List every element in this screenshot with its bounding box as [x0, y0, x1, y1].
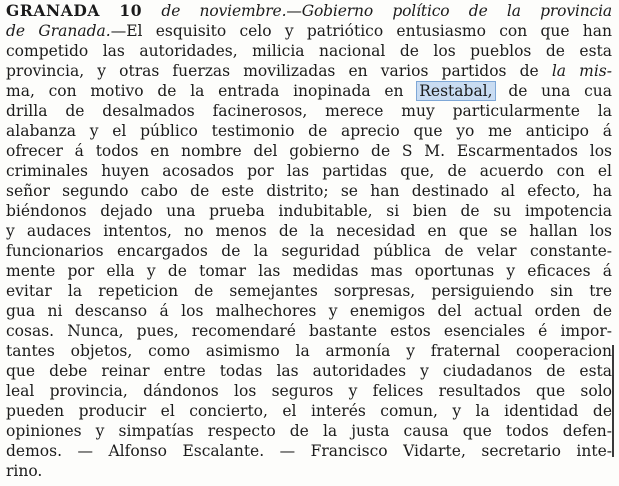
- article-line-4-text: provincia, y otras fuerzas movilizadas en varios partidos de: [6, 62, 539, 80]
- article-line-4-italic: la mis-: [551, 62, 612, 80]
- dateline-place: GRANADA: [6, 1, 101, 20]
- article-line-24: rino.: [6, 462, 43, 480]
- article-line-11: biéndonos dejado una prueba indubitable, si bien de su impotencia: [6, 202, 612, 220]
- dateline-dash: —: [286, 2, 302, 20]
- article-source-cont: de Granada.: [6, 22, 111, 40]
- article-line-8: ofrecer á todos en nombre del gobierno de S M. Escarmentados los: [6, 142, 612, 160]
- column-rule: [612, 345, 614, 457]
- article-line-9: criminales huyen acosados por las partidas que, de acuerdo con el: [6, 162, 612, 180]
- article-source: Gobierno político de la provincia: [301, 2, 612, 20]
- article-line-10: señor segundo cabo de este distrito; se han destinado al efecto, ha: [6, 182, 612, 200]
- article-line-5: [6, 80, 612, 102]
- article-line-15: evitar la repeticion de semejantes sorpresas, persiguiendo sin tre: [6, 282, 612, 300]
- article-line-4: [6, 60, 612, 82]
- article-line-17: cosas. Nunca, pues, recomendaré bastante estos esenciales é impor-: [6, 322, 612, 340]
- search-highlight[interactable]: Restabal,: [419, 82, 493, 100]
- article-line-20: leal provincia, dándonos los seguros y felices resultados que solo: [6, 382, 612, 400]
- article-line-1: [6, 0, 612, 22]
- article-line-14: mente por ella y de tomar las medidas mas oportunas y eficaces á: [6, 262, 612, 280]
- article-line-2: [6, 20, 612, 42]
- article-line-23: demos. — Alfonso Escalante. — Francisco Vidarte, secretario inte-: [6, 442, 612, 460]
- article-line-19: que debe reinar entre todas las autoridades y ciudadanos de esta: [6, 362, 612, 380]
- article-line-16: gua ni descanso á los malhechores y enemigos del actual orden de: [6, 302, 612, 320]
- article-line-5-after: de una cua: [508, 82, 612, 100]
- article-line-21: pueden producir el concierto, el interés comun, y la identidad de: [6, 402, 612, 420]
- article-line-22: opiniones y simpatías respecto de la justa causa que todos defen-: [6, 422, 612, 440]
- article-line-7: alabanza y el público testimonio de aprecio que yo me anticipo á: [6, 122, 612, 140]
- article-line-6: drilla de desalmados facinerosos, merece muy particularmente la: [6, 102, 612, 120]
- article-line-12: y audaces intentos, no menos de la necesidad en que se hallan los: [6, 222, 612, 240]
- article-line-5-before: ma, con motivo de la entrada inopinada en: [6, 82, 404, 100]
- article-line-3: competido las autoridades, milicia nacional de los pueblos de esta: [6, 42, 612, 60]
- article-line-2-text: —El esquisito celo y patriótico entusiasmo con que han: [110, 22, 612, 40]
- dateline-day: 10: [119, 1, 143, 20]
- article-line-18: tantes objetos, como asimismo la armonía y fraternal cooperacion: [6, 342, 612, 360]
- dateline-month: de noviembre.: [161, 2, 287, 20]
- article-line-13: funcionarios encargados de la seguridad pública de velar constante-: [6, 242, 612, 260]
